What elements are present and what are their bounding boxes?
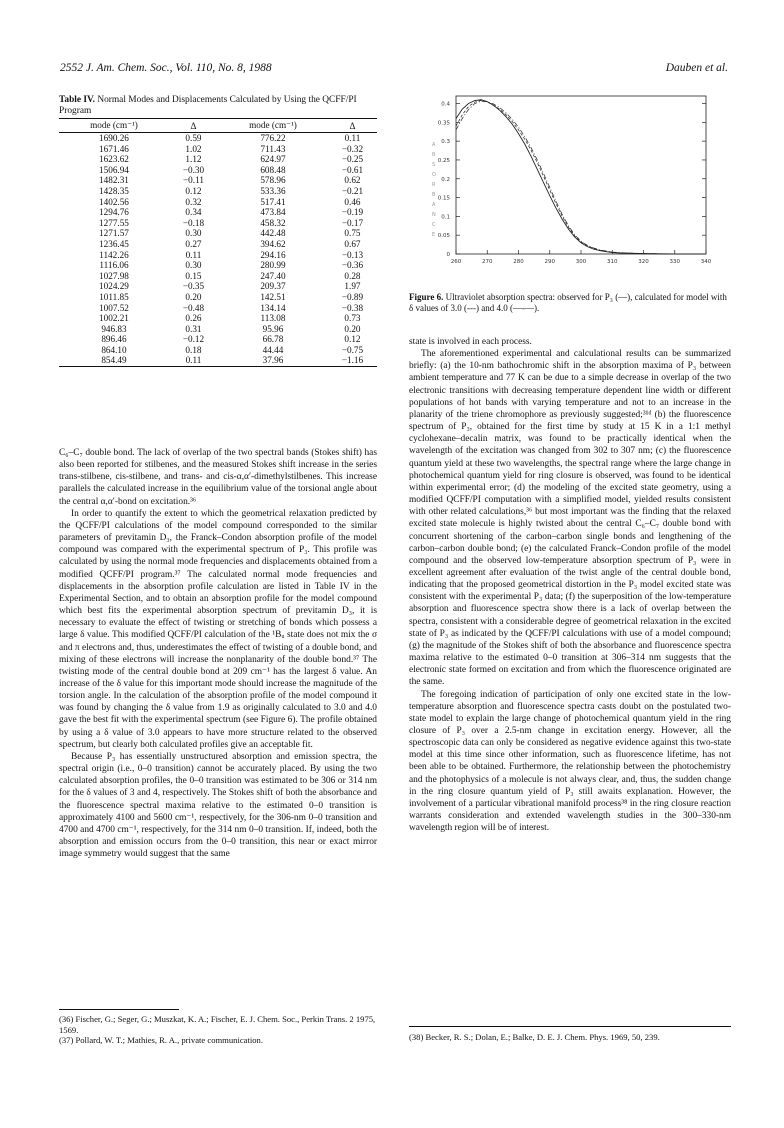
table-cell: 0.73 <box>344 313 361 324</box>
x-tick-label: 270 <box>482 259 493 265</box>
figure-caption <box>409 292 731 314</box>
table-cell: 1482.31 <box>99 175 129 186</box>
table-row <box>59 165 377 176</box>
table-cell: 113.08 <box>260 313 286 324</box>
svg-text:A: A <box>432 142 436 148</box>
svg-text:N: N <box>432 212 436 218</box>
paragraph: The aforementioned experimental and calculational results can be summarized briefly: (a) the 10-nm bathochromic shift in the absorption maxima of P₃ between ambient temperature and 77 K can be due to a simple decrease in overlap of the two electronic transitions with decreasing temperature dependent line width or different populations of hot bands with varying temperature and not to an increase in the planarity of the triene chromophore as previously suggested;³¹ᵈ (b) the fluorescence spectrum of P₃, obtained for the first time by study at 15 K in a 1:1 methyl cyclohexane–decalin matrix, was found to be practically identical when the wavelength of the excitation was changed from 302 to 307 nm; (c) the fluorescence quantum yield at these two wavelengths, the spectral range where the large change in photochemical quantum yield for ring closure is observed, was found to be identical within experimental error; (d) the modeling of the excited state geometry, using a modified QCFF/PI computation with a simplified model, yielded results consistent with other related calculations,³⁶ but most important was the finding that the relaxed excited state molecule is highly twisted about the central C₆–C₇ double bond with concurrent shortening of the carbon–carbon single bonds and lengthening of the carbon–carbon double bond; (e) the calculated Franck–Condon profile of the model compound and the observed low-temperature absorption spectrum of P₃ were in excellent agreement after evaluation of the twist angle of the central double bond, indicating that the proposed geometrical distortion in the P₃ model excited state was consistent with the experimental P₃ data; (f) the superposition of the low-temperature absorption and fluorescence spectra show there is a lack of overlap between the spectra, consistent with a considerable degree of geometrical relaxation in the excited state of P₃ as indicated by the QCFF/PI calculations with use of a model compound; (g) the magnitude of the Stokes shift of both the absorbance and fluorescence spectra maxima relative to the estimated 0–0 transition at 306–314 nm suggests that the electronic state formed on excitation and from which the fluorescence originated are the same. <box>409 349 731 688</box>
y-tick-label: 0.25 <box>437 157 450 164</box>
table-cell: 1623.62 <box>99 154 129 165</box>
table-label: Table IV. <box>59 95 95 105</box>
table-cell: 0.75 <box>344 228 361 239</box>
table-cell: 776.22 <box>260 133 286 143</box>
table-header-row <box>59 119 377 133</box>
table-cell: −0.35 <box>182 281 205 292</box>
table-row <box>59 281 377 292</box>
table-row <box>59 197 377 208</box>
footnote-rule <box>59 1009 179 1010</box>
y-tick-label: 0.3 <box>441 139 450 146</box>
svg-text:O: O <box>432 172 436 178</box>
table-cell: 0.26 <box>185 313 202 324</box>
x-tick-label: 280 <box>513 259 524 265</box>
table-cell: 473.84 <box>260 207 286 218</box>
table-cell: 1027.98 <box>99 270 129 281</box>
absorption-chart <box>420 88 740 288</box>
svg-text:B: B <box>432 152 436 158</box>
plot-frame <box>456 96 706 254</box>
table-cell: 1271.57 <box>99 228 129 239</box>
table-cell: −0.32 <box>341 143 364 154</box>
series-line-1 <box>456 100 706 254</box>
table-row <box>59 250 377 261</box>
table-cell: 0.30 <box>185 260 202 271</box>
table-cell: −0.12 <box>182 334 205 345</box>
paragraph: C₆–C₇ double bond. The lack of overlap of the two spectral bands (Stokes shift) has also been reported for stilbenes, and the measured Stokes shift increase in the series trans-stilbene, cis-stilbene, and trans- and cis-α,α′-dimethylstilbenes. This increase parallels the calculated increase in the equilibrium value of the torsional angle about the central α,α′-bond on excitation.³⁶ <box>59 448 377 507</box>
table-cell: 1277.55 <box>99 217 129 228</box>
table-cell: −1.16 <box>341 355 364 366</box>
table-cell: −0.61 <box>341 164 364 175</box>
running-header-right: Dauben et al. <box>665 62 728 74</box>
table-cell: 0.34 <box>185 207 202 218</box>
table-cell: 442.48 <box>260 228 286 239</box>
table-cell: −0.25 <box>341 154 364 165</box>
table-row <box>59 345 377 356</box>
table-cell: 0.15 <box>185 270 202 281</box>
table-cell: 0.20 <box>185 291 202 302</box>
table-cell: 44.44 <box>262 344 284 355</box>
table-cell: −0.30 <box>182 164 205 175</box>
table-cell: 0.46 <box>344 196 361 207</box>
y-axis-scribble-label <box>432 142 436 238</box>
y-tick-label: 0.05 <box>437 233 450 240</box>
table-caption-text: Normal Modes and Displacements Calculated by Using the QCFF/PI Program <box>59 95 357 116</box>
table-cell: 0.11 <box>185 355 202 366</box>
footnotes-right <box>409 1032 731 1043</box>
table-cell: −0.13 <box>341 249 364 260</box>
paragraph: The foregoing indication of participation of only one excited state in the low-temperature absorption and fluorescence spectra casts doubt on the postulated two-state model to explain the large change of photochemical quantum yield in the ring closure of P₃ over a 2.5-nm change in excitation energy. However, all the spectroscopic data can only be considered as negative evidence against this two-state model at this time since other information, such as fluorescence lifetime, has not been able to be obtained. Furthermore, the relationship between the photochemistry and the photophysics of a molecule is not always clear, and, thus, the sudden change in the ring closure quantum yield of P₃ still awaits explanation. However, the involvement of a particular vibrational manifold process³⁸ in the ring closure reaction warrants consideration and extended wavelength studies in the 300–330-nm wavelength region will be of interest. <box>409 689 731 834</box>
table-cell: 0.27 <box>185 238 202 249</box>
table-row <box>59 292 377 303</box>
table-row <box>59 239 377 250</box>
x-tick-label: 290 <box>544 259 555 265</box>
running-header-left: 2552 J. Am. Chem. Soc., Vol. 110, No. 8, 1988 <box>60 62 272 74</box>
table-cell: 1024.29 <box>99 281 129 292</box>
y-tick-label: 0.15 <box>437 195 450 202</box>
table-row <box>59 207 377 218</box>
table-row <box>59 154 377 165</box>
table-row <box>59 133 377 144</box>
table-cell: 1506.94 <box>99 164 129 175</box>
table-cell: 1116.06 <box>99 260 129 271</box>
table-header-cell: Δ <box>190 120 197 131</box>
table-cell: 1690.26 <box>99 133 129 143</box>
table-cell: 209.37 <box>260 281 286 292</box>
table-cell: 0.31 <box>185 323 202 334</box>
table-cell: 66.78 <box>262 334 284 345</box>
table-row <box>59 324 377 335</box>
table-cell: 533.36 <box>260 185 286 196</box>
table-cell: 517.41 <box>260 196 286 207</box>
table-row <box>59 303 377 314</box>
x-tick-label: 260 <box>450 259 462 265</box>
table-cell: −0.89 <box>341 291 364 302</box>
table-cell: −0.21 <box>341 185 364 196</box>
table-cell: 1402.56 <box>99 196 129 207</box>
table-cell: 0.18 <box>185 344 202 355</box>
svg-text:R: R <box>432 182 436 188</box>
table-row <box>59 228 377 239</box>
paragraph: state is involved in each process. <box>409 337 532 347</box>
y-tick-label: 0.4 <box>441 101 450 108</box>
table-cell: 624.97 <box>260 154 286 165</box>
table-caption <box>59 95 377 117</box>
table-cell: 1007.52 <box>99 302 129 313</box>
y-tick-label: 0.2 <box>441 176 450 183</box>
table-cell: 896.46 <box>101 334 127 345</box>
x-tick-label: 330 <box>669 259 680 265</box>
left-column-body <box>59 447 377 860</box>
table-cell: 946.83 <box>101 323 127 334</box>
table-cell: 578.96 <box>260 175 286 186</box>
table-cell: 1002.21 <box>99 313 129 324</box>
table-cell: −0.48 <box>182 302 205 313</box>
svg-text:E: E <box>432 232 436 238</box>
table-row <box>59 218 377 229</box>
footnote: (36) Fischer, G.; Seger, G.; Muszkat, K. A.; Fischer, E. J. Chem. Soc., Perkin Trans. 2 1975, 1569. <box>59 1014 376 1035</box>
table-cell: 394.62 <box>260 238 286 249</box>
table-row <box>59 260 377 271</box>
table-cell: 247.40 <box>260 270 286 281</box>
table-cell: −0.17 <box>341 217 364 228</box>
table-cell: 1.02 <box>185 143 202 154</box>
table-header-cell: mode (cm⁻¹) <box>249 120 297 130</box>
svg-text:A: A <box>432 202 436 208</box>
table-cell: 95.96 <box>262 323 284 334</box>
table-row <box>59 355 377 366</box>
table-cell: −0.36 <box>341 260 364 271</box>
footnote: (38) Becker, R. S.; Dolan, E.; Balke, D. E. J. Chem. Phys. 1969, 50, 239. <box>409 1032 660 1042</box>
x-tick-label: 310 <box>607 259 618 265</box>
table-cell: 1428.35 <box>99 185 129 196</box>
table-body <box>59 133 377 367</box>
table-cell: 1671.46 <box>99 143 129 154</box>
table-cell: 0.11 <box>344 133 361 143</box>
table-cell: −0.19 <box>341 207 364 218</box>
table-cell: 0.67 <box>344 238 361 249</box>
right-column-body <box>409 336 731 834</box>
modes-table-wrapper <box>59 118 377 367</box>
series-line-2 <box>456 101 706 254</box>
footnote-rule <box>409 1026 731 1027</box>
table-row <box>59 334 377 345</box>
table-cell: 1.12 <box>185 154 202 165</box>
y-tick-label: 0 <box>446 252 450 258</box>
table-cell: 37.96 <box>262 355 284 366</box>
table-row <box>59 313 377 324</box>
table-row <box>59 144 377 155</box>
paragraph: Because P₃ has essentially unstructured absorption and emission spectra, the spectral origin (i.e., 0–0 transition) cannot be accurately placed. By using the two calculated absorption profiles, the 0–0 transition was estimated to be 306 or 314 nm for the δ values of 3 and 4, respectively. The Stokes shift of both the absorbance and the fluorescence spectral maxima relative to the estimated 0–0 transition is approximately 4100 and 5600 cm⁻¹, respectively, for the 306-nm 0–0 transition and 4700 and 4700 cm⁻¹, respectively, for the 314 nm 0–0 transition. If, indeed, both the absorption and emission occurs from the 0–0 transition, this near or exact mirror image symmetry would suggest that the same <box>59 751 377 860</box>
table-cell: 0.32 <box>185 196 202 207</box>
table-cell: 1011.85 <box>99 291 129 302</box>
table-cell: 1294.76 <box>99 207 129 218</box>
table-cell: 0.59 <box>185 133 202 143</box>
table-cell: −0.18 <box>182 217 205 228</box>
table-header-cell: Δ <box>349 120 356 131</box>
svg-text:B: B <box>432 192 436 198</box>
table-cell: −0.38 <box>341 302 364 313</box>
figure-label: Figure 6. <box>409 292 444 302</box>
table-header-cell: mode (cm⁻¹) <box>90 120 138 130</box>
table-cell: 458.32 <box>260 217 286 228</box>
table-cell: −0.75 <box>341 344 364 355</box>
series-line-3 <box>456 101 706 254</box>
table-cell: 0.30 <box>185 228 202 239</box>
svg-text:S: S <box>432 162 436 168</box>
figure-6 <box>420 88 740 288</box>
x-tick-label: 340 <box>700 259 712 265</box>
x-tick-label: 320 <box>638 259 649 265</box>
table-row <box>59 186 377 197</box>
table-cell: 608.48 <box>260 164 286 175</box>
table-cell: 142.51 <box>260 291 286 302</box>
table-cell: 0.20 <box>344 323 361 334</box>
table-cell: −0.11 <box>183 175 204 186</box>
y-tick-label: 0.35 <box>437 120 450 127</box>
table-cell: 0.12 <box>185 185 202 196</box>
footnotes-left <box>59 1014 377 1046</box>
table-cell: 280.99 <box>260 260 286 271</box>
svg-text:C: C <box>432 222 436 228</box>
table-cell: 0.62 <box>344 175 361 186</box>
footnote: (37) Pollard, W. T.; Mathies, R. A., private communication. <box>59 1035 263 1045</box>
table-row <box>59 175 377 186</box>
figure-caption-text: Ultraviolet absorption spectra: observed for P₃ (—), calculated for model with δ values of 3.0 (‑‑‑) and 4.0 (—‑—). <box>409 292 727 313</box>
modes-table <box>59 118 377 367</box>
table-cell: 0.11 <box>185 249 202 260</box>
table-cell: 1142.26 <box>99 249 129 260</box>
table-cell: 711.43 <box>260 143 286 154</box>
y-tick-label: 0.1 <box>441 214 450 221</box>
table-cell: 0.28 <box>344 270 361 281</box>
table-cell: 1236.45 <box>99 238 129 249</box>
table-cell: 864.10 <box>101 344 127 355</box>
table-cell: 0.12 <box>344 334 361 345</box>
paragraph: In order to quantify the extent to which the geometrical relaxation predicted by the QCFF/PI calculations of the model compound corresponded to the similar parameters of previtamin D₃, the Franck–Condon absorption profile of the model compound was compared with the experimental spectrum of P₃. This profile was calculated by using the normal mode frequencies and displacements obtained from a modified QCFF/PI program.³⁷ The calculated normal mode frequencies and displacements in the absorption profile calculation are listed in Table IV in the Experimental Section, and to obtain an absorption profile for the model compound which best fits the experimental absorption spectrum of previtamin D₃, it is necessary to evaluate the effect of twisting or stretching of bonds which possess a large δ value. This modified QCFF/PI calculation of the ¹Bᵤ state does not mix the σ and π electrons and, thus, underestimates the effect of twisting of a double bond, and mixing of these electrons will increase the nonplanarity of the double bond.³⁷ The twisting mode of the central double bond at 209 cm⁻¹ has the largest δ value. An increase of the δ value for this important mode should increase the magnitude of the torsion angle. In the calculation of the absorption profile of the model compound it was found by changing the δ value from 1.9 as originally calculated to 3.0 and 4.0 gave the best fit with the experimental spectrum (see Figure 6). The profile obtained by using a δ value of 3.0 appears to have more structure related to the observed spectrum, but clearly both calculated profiles give an acceptable fit. <box>59 508 377 750</box>
x-tick-label: 300 <box>575 259 587 265</box>
table-cell: 854.49 <box>101 355 127 366</box>
table-cell: 134.14 <box>260 302 286 313</box>
table-cell: 294.16 <box>260 249 286 260</box>
table-cell: 1.97 <box>344 281 361 292</box>
table-row <box>59 271 377 282</box>
